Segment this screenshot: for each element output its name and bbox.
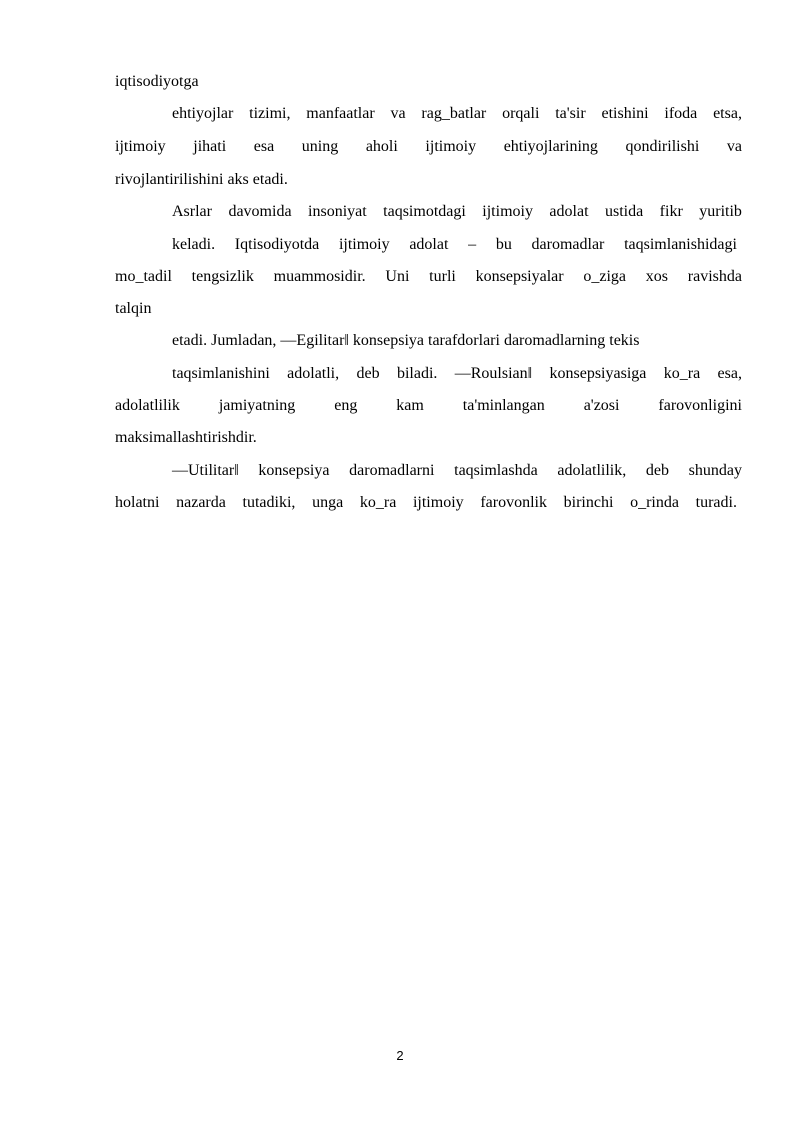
word: turadi. [695, 494, 737, 511]
word: bu [495, 236, 512, 253]
word: holatni [115, 494, 160, 511]
word: muammosidir. [273, 268, 366, 285]
text-line [172, 364, 742, 384]
word: farovonlik [480, 494, 547, 511]
word: konsepsiyalar [475, 268, 564, 285]
word: ehtiyojlar [172, 105, 234, 122]
word: ravishda [687, 268, 742, 285]
word: tutadiki, [242, 494, 296, 511]
word: taqsimlanishini [172, 365, 270, 382]
word: ta'sir [555, 105, 586, 122]
word: keladi. [172, 236, 216, 253]
word: Iqtisodiyotda [234, 236, 320, 253]
word: fikr [659, 203, 683, 220]
text-line: maksimallashtirishdir. [115, 429, 257, 446]
word: birinchi [563, 494, 614, 511]
word: adolatlilik, [557, 462, 627, 479]
word: jihati [193, 138, 227, 155]
word: ko_ra [359, 494, 397, 511]
word: ijtimoiy [425, 138, 477, 155]
word: aholi [365, 138, 398, 155]
word: adolat [549, 203, 589, 220]
word: xos [645, 268, 669, 285]
word: ifoda [664, 105, 698, 122]
word: konsepsiyasiga [549, 365, 647, 382]
word: ehtiyojlarining [503, 138, 598, 155]
word: o_rinda [630, 494, 679, 511]
word: tengsizlik [191, 268, 254, 285]
word: nazarda [176, 494, 226, 511]
word: ijtimoiy [115, 138, 166, 155]
word: ustida [604, 203, 644, 220]
text-line [172, 235, 737, 255]
word: taqsimotdagi [383, 203, 466, 220]
word: ijtimoiy [338, 236, 390, 253]
word: unga [312, 494, 344, 511]
text-line: talqin [115, 300, 152, 317]
word: kam [396, 397, 424, 414]
word: adolatli, [287, 365, 340, 382]
word: esa [253, 138, 275, 155]
text-line [115, 396, 742, 416]
text-line [115, 493, 737, 513]
text-line [172, 461, 742, 481]
word: konsepsiya [258, 462, 330, 479]
word: eng [334, 397, 358, 414]
word: mo_tadil [115, 268, 172, 285]
word: yuritib [699, 203, 742, 220]
text-line [115, 267, 742, 287]
word: uning [301, 138, 339, 155]
word: Uni [385, 268, 410, 285]
word: etishini [601, 105, 649, 122]
word: – [468, 236, 477, 253]
word: adolat [409, 236, 449, 253]
word: taqsimlanishidagi [624, 236, 737, 253]
word: turli [429, 268, 456, 285]
word: Asrlar [172, 203, 212, 220]
text-line: iqtisodiyotga [115, 73, 199, 90]
word: ijtimoiy [482, 203, 533, 220]
word: rag_batlar [421, 105, 487, 122]
word: va [726, 138, 742, 155]
word: davomida [228, 203, 292, 220]
word: insoniyat [308, 203, 367, 220]
word: manfaatlar [306, 105, 375, 122]
word: daromadlarni [349, 462, 435, 479]
word: adolatlilik [115, 397, 180, 414]
text-line: etadi. Jumladan, ―Egilitar‖ konsepsiya tarafdorlari daromadlarning tekis [172, 332, 640, 349]
word: tizimi, [249, 105, 291, 122]
word: ―Roulsian‖ [454, 365, 533, 382]
word: esa, [717, 365, 742, 382]
word: deb [356, 365, 380, 382]
word: qondirilishi [625, 138, 700, 155]
page-number: 2 [396, 1048, 404, 1063]
text-line [115, 137, 742, 157]
word: daromadlar [531, 236, 605, 253]
word: a'zosi [583, 397, 620, 414]
word: shunday [688, 462, 742, 479]
word: farovonligini [658, 397, 742, 414]
word: taqsimlashda [454, 462, 538, 479]
word: orqali [502, 105, 540, 122]
text-line: rivojlantirilishini aks etadi. [115, 171, 288, 188]
text-line [172, 202, 742, 222]
word: ko_ra [663, 365, 701, 382]
word: biladi. [396, 365, 438, 382]
word: etsa, [713, 105, 742, 122]
word: jamiyatning [218, 397, 296, 414]
word: deb [645, 462, 669, 479]
word: o_ziga [583, 268, 627, 285]
word: ―Utilitar‖ [172, 462, 239, 479]
text-line [172, 104, 742, 124]
word: ijtimoiy [412, 494, 464, 511]
word: va [390, 105, 406, 122]
word: ta'minlangan [462, 397, 545, 414]
